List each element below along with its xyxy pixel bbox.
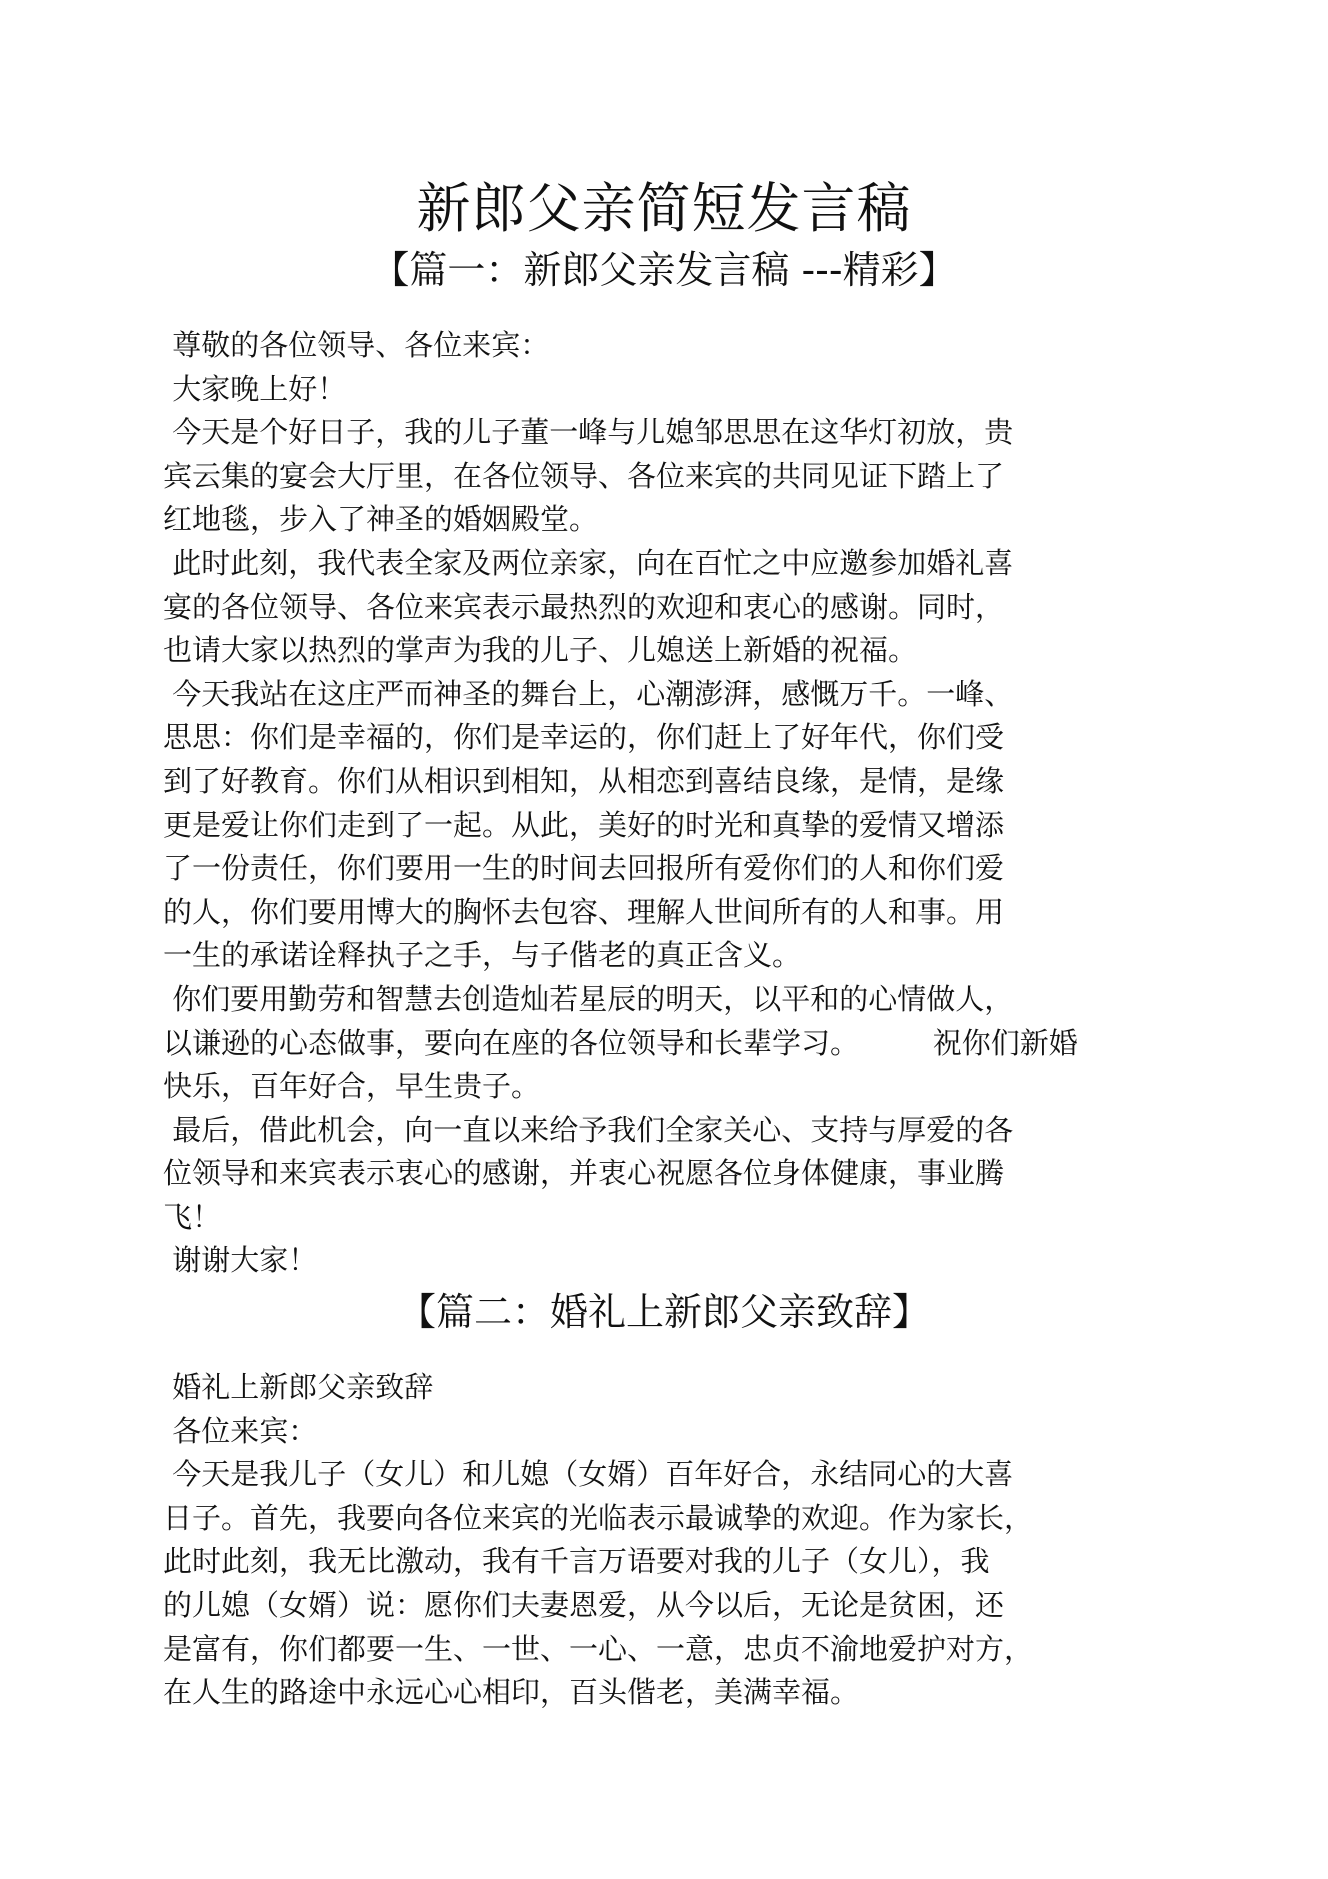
paragraph-line: 是富有，你们都要一生、一世、一心、一意，忠贞不渝地爱护对方， — [163, 1631, 1034, 1666]
paragraph-line: 今天我站在这庄严而神圣的舞台上，心潮澎湃，感慨万千。一峰、 — [163, 676, 1014, 711]
paragraph-line: 今天是个好日子，我的儿子董一峰与儿媳邹思思在这华灯初放，贵 — [163, 415, 1014, 450]
paragraph-line: 婚礼上新郎父亲致辞 — [163, 1370, 434, 1404]
paragraph-line: 今天是我儿子（女儿）和儿媳（女婿）百年好合，永结同心的大喜 — [163, 1457, 1014, 1492]
paragraph-line: 飞！ — [163, 1199, 222, 1234]
section-body-2 — [163, 1366, 1143, 1715]
paragraph-line: 最后，借此机会，向一直以来给予我们全家关心、支持与厚爱的各 — [163, 1112, 1014, 1147]
paragraph-line: 在人生的路途中永远心心相印，百头偕老，美满幸福。 — [163, 1675, 860, 1710]
paragraph-line: 一生的承诺诠释执子之手，与子偕老的真正含义。 — [163, 938, 802, 973]
section-heading-1: 【篇一：新郎父亲发言稿 ---精彩】 — [371, 248, 957, 292]
document-title: 新郎父亲简短发言稿 — [416, 177, 912, 240]
paragraph-line: 位领导和来宾表示衷心的感谢，并衷心祝愿各位身体健康，事业腾 — [163, 1156, 1005, 1191]
paragraph-line: 此时此刻，我代表全家及两位亲家，向在百忙之中应邀参加婚礼喜 — [163, 545, 1014, 580]
paragraph-line: 宾云集的宴会大厅里，在各位领导、各位来宾的共同见证下踏上了 — [163, 458, 1005, 493]
paragraph-line: 大家晚上好！ — [163, 371, 347, 406]
paragraph-line: 以谦逊的心态做事，要向在座的各位领导和长辈学习。 祝你们新婚 — [163, 1025, 1078, 1060]
paragraph-line: 日子。首先，我要向各位来宾的光临表示最诚挚的欢迎。作为家长， — [163, 1500, 1034, 1535]
paragraph-line: 各位来宾： — [163, 1413, 318, 1448]
paragraph-line: 的儿媳（女婿）说：愿你们夫妻恩爱，从今以后，无论是贫困，还 — [163, 1587, 1005, 1622]
paragraph-line: 更是爱让你们走到了一起。从此，美好的时光和真挚的爱情又增添 — [163, 807, 1005, 842]
paragraph-line: 也请大家以热烈的掌声为我的儿子、儿媳送上新婚的祝福。 — [163, 633, 918, 668]
paragraph-line: 谢谢大家！ — [163, 1243, 318, 1278]
paragraph-line: 的人，你们要用博大的胸怀去包容、理解人世间所有的人和事。用 — [163, 894, 1005, 929]
paragraph-line: 思思：你们是幸福的，你们是幸运的，你们赶上了好年代，你们受 — [163, 720, 1005, 755]
paragraph-line: 红地毯，步入了神圣的婚姻殿堂。 — [163, 502, 599, 537]
paragraph-line: 此时此刻，我无比激动，我有千言万语要对我的儿子（女儿），我 — [163, 1544, 990, 1579]
paragraph-line: 快乐，百年好合，早生贵子。 — [163, 1069, 541, 1104]
paragraph-line: 了一份责任，你们要用一生的时间去回报所有爱你们的人和你们爱 — [163, 851, 1005, 886]
section-body-1 — [163, 324, 1143, 1283]
paragraph-line: 尊敬的各位领导、各位来宾： — [163, 328, 550, 362]
paragraph-line: 宴的各位领导、各位来宾表示最热烈的欢迎和衷心的感谢。同时， — [163, 589, 1005, 624]
paragraph-line: 你们要用勤劳和智慧去创造灿若星辰的明天，以平和的心情做人， — [163, 981, 1014, 1016]
paragraph-line: 到了好教育。你们从相识到相知，从相恋到喜结良缘，是情，是缘 — [163, 763, 1005, 798]
section-heading-2: 【篇二：婚礼上新郎父亲致辞】 — [397, 1290, 930, 1334]
